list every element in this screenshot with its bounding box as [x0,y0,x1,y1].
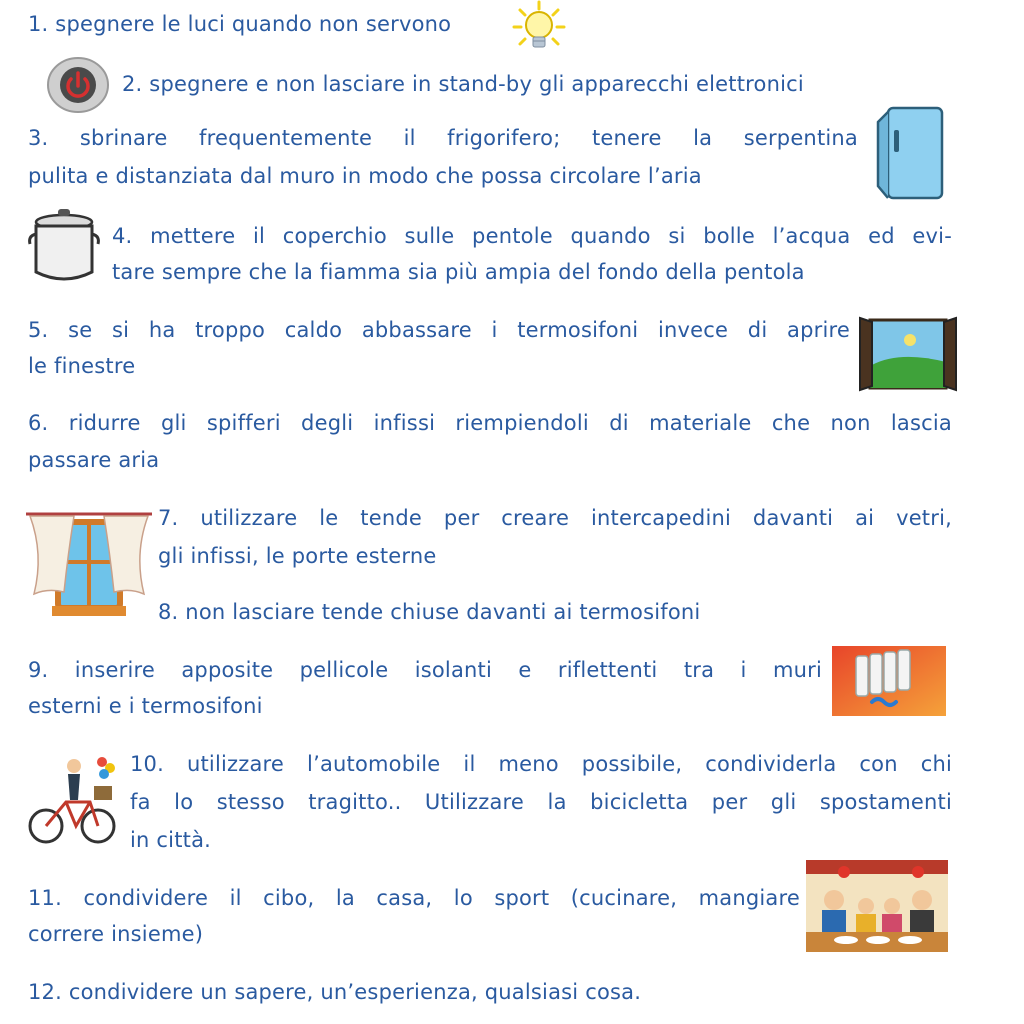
tip-12-line-1: 12. condividere un sapere, un’esperienza, qualsiasi cosa. [28,980,642,1004]
tip-11-line-1: 11. condividere il cibo, la casa, lo sport (cucinare, mangiare [28,886,800,910]
lightbulb-icon [510,0,568,56]
tip-10-line-3: in città. [130,828,212,852]
tip-5-line-1: 5. se si ha troppo caldo abbassare i termosifoni invece di aprire [28,318,850,342]
tip-4-line-2: tare sempre che la fiamma sia più ampia del fondo della pentola [112,260,805,284]
tip-5-line-2: le finestre [28,354,136,378]
tip-2-line-1: 2. spegnere e non lasciare in stand-by gli apparecchi elettronici [122,72,804,96]
tip-7-line-2: gli infissi, le porte esterne [158,544,437,568]
window-icon [858,314,958,394]
tip-10-line-1: 10. utilizzare l’automobile il meno possibile, condividerla con chi [130,752,952,776]
tip-6-line-1: 6. ridurre gli spifferi degli infissi riempiendoli di materiale che non lascia [28,411,952,435]
tip-6-line-2: passare aria [28,448,160,472]
tip-9-line-2: esterni e i termosifoni [28,694,263,718]
family-meal-icon [806,860,948,952]
tip-1-line-1: 1. spegnere le luci quando non servono [28,12,452,36]
tip-8-line-1: 8. non lasciare tende chiuse davanti ai termosifoni [158,600,701,624]
tip-7-line-1: 7. utilizzare le tende per creare intercapedini davanti ai vetri, [158,506,952,530]
tip-10-line-2: fa lo stesso tragitto.. Utilizzare la bicicletta per gli spostamenti [130,790,952,814]
tip-4-line-1: 4. mettere il coperchio sulle pentole quando si bolle l’acqua ed evi- [112,224,952,248]
pot-icon [26,206,106,286]
bicycle-icon [28,752,124,848]
fridge-icon [868,104,948,204]
tip-3-line-1: 3. sbrinare frequentemente il frigorifero; tenere la serpentina [28,126,858,150]
tip-11-line-2: correre insieme) [28,922,204,946]
tip-9-line-1: 9. inserire apposite pellicole isolanti e riflettenti tra i muri [28,658,822,682]
curtain-window-icon [24,504,154,620]
power-button-icon [46,56,110,114]
tip-3-line-2: pulita e distanziata dal muro in modo che possa circolare l’aria [28,164,702,188]
radiator-icon [832,646,946,716]
